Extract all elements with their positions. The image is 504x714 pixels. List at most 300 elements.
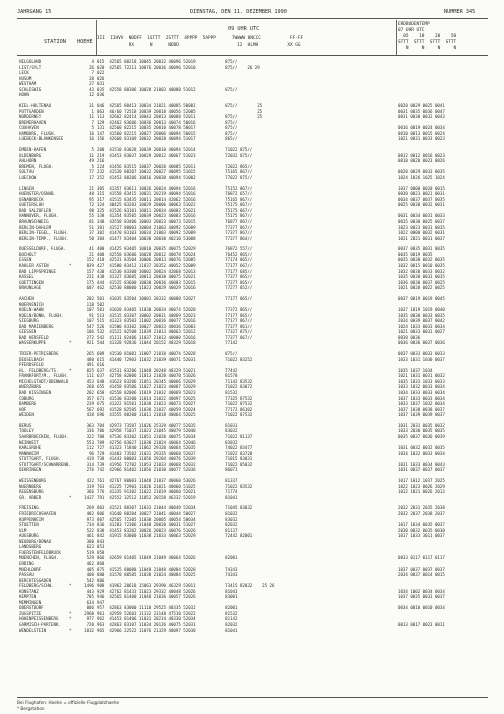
synop-codes: 727 41323 71840 11062 29320 40064 52035 74022 83477	[97, 445, 253, 451]
header-rule	[17, 55, 488, 56]
soil-temperatures: 0036 0036 0037 0036	[398, 340, 445, 346]
station-altitude: 734	[86, 522, 94, 528]
station-name: REGENSBURG	[19, 489, 44, 495]
station-name: BERLIN-DAHLEM	[19, 224, 52, 230]
station-name: SOLTAU	[19, 169, 34, 175]
station-name: HELGOLAND	[19, 59, 42, 64]
station-name: WESTHAM	[19, 81, 37, 87]
synop-codes: 615 41440 72903 11032 21039 40071 52031 71022 83252	[97, 356, 253, 362]
synop-codes: 957 42863 83000 11110 29525 48335 52032 82001	[97, 605, 238, 611]
soil-temperatures: 1023 0023 0031 0035	[398, 224, 445, 230]
altitude-heading: HOEHE	[77, 39, 93, 45]
station-name: BRAUNLAGE	[19, 285, 42, 291]
station-name: WASSERKUPPE	[19, 340, 47, 346]
synop-codes: 947	[97, 599, 105, 605]
station-name: MANNHEIM	[19, 450, 39, 456]
soil-temperatures: 1021 1031 0031 0032	[398, 373, 445, 379]
synop-codes: 843	[97, 538, 105, 544]
synop-codes: 381 41527 80003 10004 21003 40092 52009 77377 867//	[97, 224, 253, 230]
soil-temperatures: 1032 0030 0033 0032	[398, 268, 445, 274]
station-altitude: 319	[86, 483, 94, 489]
station-row	[0, 285, 504, 291]
synop-codes: 908 41962 20618 15063 29390 46329 53011 73415 82032 25 26	[97, 583, 275, 589]
station-name: MEMMINGEN	[19, 599, 42, 605]
station-altitude: 2960	[84, 610, 94, 616]
station-altitude: 12	[89, 92, 94, 98]
synop-codes: 880 41570 80505 11038 21024 40084 52025 74343	[97, 572, 238, 577]
synop-codes: 348 43558 83406 10003 20023 40073 52015 76877 867//	[97, 218, 253, 224]
station-name: FRANKFURT/M., FLUGH.	[19, 373, 69, 379]
station-name: ERDING	[19, 560, 34, 566]
station-name: MUENCHEN, FLUGH.	[19, 555, 59, 561]
station-altitude: 50	[89, 235, 94, 241]
station-row	[0, 412, 504, 418]
station-name: SCHLESWIG	[19, 86, 42, 92]
station-name: ESSEN	[19, 257, 32, 263]
station-name: LUEBECK-BLANKENSEE	[19, 136, 64, 142]
station-altitude: 623	[86, 544, 94, 550]
footer-note-airport: Bei Flughafen: Hoehe = offizielle Flugplatzhoehe	[17, 700, 120, 705]
station-altitude: 720	[86, 621, 94, 627]
report-date: DIENSTAG, DEN 11. DEZEMBER 1990	[190, 9, 287, 15]
soil-temp-heading-5: N N N N	[398, 46, 457, 51]
synop-codes: 963 42863 83107 11034 20126 40075 52031 82032	[97, 621, 238, 627]
station-altitude: 322	[86, 434, 94, 439]
footer-note-mountain: * Bergstation	[17, 706, 45, 711]
station-row	[0, 175, 504, 181]
soil-temperatures: 1022 1023 0026 2029	[398, 483, 445, 489]
station-name: SAARBRUECKEN, FLUGH.	[19, 434, 69, 439]
issue-number: NUMMER 345	[444, 9, 476, 15]
station-altitude: 825	[86, 367, 94, 373]
station-altitude: 202	[86, 295, 94, 301]
station-name: GOETTINGEN	[19, 279, 44, 285]
synop-codes: 738 41443 80003 11056 29204 40076 52039 71015 83031	[97, 456, 253, 462]
soil-temperatures: 1032 0015 0010 0035	[398, 263, 445, 268]
station-name: LIST/SYLT	[19, 64, 42, 70]
station-altitude: 26	[89, 64, 94, 70]
soil-temperatures: 1031 2021 0031 0037	[398, 235, 445, 241]
synop-codes: 671 41530 83200 11014 21022 40097 52025 77325 87532	[97, 395, 253, 401]
synop-codes: 838 41453 83202 10026 20023 40076 51026 81137	[97, 527, 238, 533]
station-row	[0, 236, 504, 242]
synop-codes: 232 41520 80207 10032 20027 40095 51015 75165 867//	[97, 169, 253, 175]
synop-codes: 739 41956 72702 11053 21033 40068 52032 71022 85032	[97, 461, 253, 467]
mountain-marker: *	[69, 616, 72, 622]
station-altitude: 363	[86, 422, 94, 428]
station-name: KONSTANZ	[19, 588, 39, 594]
station-name: BAD KISSINGEN	[19, 389, 52, 395]
synop-codes: 648 41623 83206 11051 20345 40066 52029 71142 83532	[97, 378, 253, 384]
soil-temperatures: 0010 0020 0023 0026	[398, 158, 445, 164]
station-altitude: 977	[86, 616, 94, 622]
station-name: MUEHLDORF	[19, 566, 42, 572]
station-altitude: 839	[86, 263, 94, 268]
soil-temperatures: 1037 0037 0037 0037	[398, 566, 445, 572]
synop-codes: 317 41515 83435 10011 20014 42062 52016 75165 867//	[97, 196, 253, 202]
station-altitude: 95	[89, 196, 94, 202]
synop-codes: 709 42756 83027 11038 21024 40064 52046 83032	[97, 439, 238, 445]
synop-codes: 842 41915 83000 11038 21033 40063 52029 72442 82001	[97, 533, 253, 539]
header-divider-right	[396, 20, 397, 55]
synop-codes: 035 42558 80306 10028 21003 40080 51012 875//	[97, 86, 238, 92]
synop-codes: 200 41510 83028 10039 20010 40094 52014 71022 875//	[97, 147, 253, 153]
synop-codes: 836 41203 72306 11040 20020 40031 51027 82032	[97, 522, 238, 528]
synop-codes: 655 41458 83506 11027 21023 40087 52029 71022 83072	[97, 384, 253, 390]
station-name: OLDENBURG	[19, 152, 42, 158]
synop-codes: 929 42762 81433 11023 29332 40048 52026 81043	[97, 588, 238, 594]
synop-codes: 886	[97, 577, 105, 583]
station-name: MICHELSTADT/ODENWALD	[19, 378, 69, 384]
station-name: FELDBERG/SCHW.	[19, 583, 54, 589]
station-name: STOETTEN	[19, 522, 39, 528]
synop-codes: 675 41322 81501 11038 21023 40073 52027 71022 87532	[97, 401, 253, 406]
soil-temperatures: 0031 0030 0032 0043	[398, 114, 445, 120]
station-name: BAD MARIENBERG	[19, 323, 54, 329]
station-name: TOOLEY	[19, 428, 34, 434]
station-name: BERUS	[19, 422, 32, 428]
soil-temp-heading-4: STTT STTT STTT STTT	[398, 40, 457, 45]
soil-temperatures: 1034 1033 0033 0034	[398, 389, 445, 395]
station-altitude: 231	[86, 274, 94, 280]
station-altitude: 422	[86, 478, 94, 483]
station-name: KOELN/BONN, FLUGH.	[19, 312, 64, 318]
station-altitude: 405	[86, 566, 94, 572]
soil-temperatures: 0012 0012 0016 0023	[398, 152, 445, 158]
synop-codes: 219 41453 83037 10029 20012 40067 51023 72032 875//	[97, 152, 253, 158]
station-altitude: 96	[89, 450, 94, 456]
synop-codes: 438 41327 83605 10013 20030 40075 52021 77377 865//	[97, 274, 253, 280]
station-altitude: 152	[86, 257, 94, 263]
synop-codes: 866 42659 81405 11049 21049 40064 52026 82001	[97, 555, 238, 561]
mountain-marker: *	[69, 340, 72, 346]
synop-codes: 776 41335 91302 11022 21019 40060 52021 71774	[97, 489, 238, 495]
synop-codes: 637 41531 83206 11048 20248 48329 51021 77442	[97, 367, 238, 373]
station-name: BAD SALZUFLEN	[19, 207, 52, 213]
synop-codes: 462 42530 80000 11023 20029 40029 52016 77277 852//	[97, 285, 253, 291]
station-altitude: 519	[86, 549, 94, 555]
station-row	[0, 92, 504, 98]
station-name: BERLIN-TEMP., FLUGH.	[19, 235, 69, 241]
station-altitude: 1496	[84, 583, 94, 589]
soil-temperatures: 1035 0030 0033 0035	[398, 274, 445, 280]
soil-temperatures: 0034 0010 0010 0034	[398, 605, 445, 611]
station-name: HOF	[19, 406, 27, 412]
station-altitude: 265	[86, 351, 94, 357]
soil-temperatures: 1033 1031 1030 0037	[398, 356, 445, 362]
station-altitude: 480	[86, 356, 94, 362]
station-name: HOHN	[19, 92, 29, 98]
soil-temperatures: 0034 0037 0037 0035	[398, 196, 445, 202]
station-altitude: 21	[89, 185, 94, 191]
station-altitude: 272	[86, 334, 94, 340]
station-row	[0, 467, 504, 473]
soil-temperatures: 0037 0019 0019 0045	[398, 295, 445, 301]
station-altitude: 1832	[84, 627, 94, 633]
station-altitude: 72	[89, 202, 94, 208]
synop-codes: 131 42560 82215 10035 20010 40078 50017 875//	[97, 125, 238, 131]
station-name: SIEGBURG	[19, 318, 39, 324]
station-name: WENDELSTEIN	[19, 627, 47, 633]
station-name: FUERSTENFELDBRUCK	[19, 549, 61, 555]
synop-codes: 616	[97, 362, 105, 368]
soil-temperatures: 1035 1037 1034	[398, 367, 433, 373]
station-row	[0, 628, 504, 634]
station-name: BOCHOLT	[19, 251, 37, 257]
synop-codes: 036	[97, 92, 105, 98]
station-altitude: 5	[91, 125, 94, 131]
station-altitude: 21	[89, 251, 94, 257]
synop-codes: 542 41111 82406 11037 21013 40000 52016 77377 867//	[97, 334, 253, 340]
soil-temperatures: 2034 0037 0014 0015	[398, 572, 445, 577]
synop-codes: 532 41522 82508 11039 21013 40063 52012 77327 875//	[97, 329, 253, 335]
soil-temperatures: 1033 1037 1032 0034	[398, 401, 445, 406]
station-altitude: 1	[91, 108, 94, 114]
soil-temperatures: 1037 1038 0038 0037	[398, 406, 445, 412]
soil-temperatures: 1017 1034 0035 0037	[398, 522, 445, 528]
station-altitude: 402	[86, 511, 94, 516]
station-name: WUERZBURG	[19, 384, 42, 390]
soil-temperatures: 1037 1019 1019 0040	[398, 307, 445, 312]
station-name: STUTTGART/SCHNARRENB.	[19, 461, 71, 467]
station-name: HUSUM	[19, 75, 32, 81]
mountain-marker: *	[69, 583, 72, 589]
synop-codes: 224 41456 83515 10037 20020 40085 52011 72022 865//	[97, 163, 253, 169]
station-altitude: 7	[91, 119, 94, 125]
station-altitude: 107	[86, 307, 94, 312]
station-name: WEISSENBURG	[19, 478, 47, 483]
synop-codes: 031	[97, 81, 105, 87]
synop-codes: 875 41525 80008 11048 21048 40084 52020 74343	[97, 566, 238, 572]
station-name: KAHLER ASTEN	[19, 263, 49, 268]
station-altitude: 522	[86, 527, 94, 533]
station-name: OSNABRUECK	[19, 196, 44, 202]
station-altitude: 157	[86, 268, 94, 274]
station-altitude: 107	[86, 318, 94, 324]
synop-codes: 400 41425 83405 10010 20035 40075 52029 76872 557//	[97, 246, 253, 252]
synop-codes: 022	[97, 70, 105, 76]
soil-temperatures: 1037 0035 0033 0037	[398, 594, 445, 600]
synop-codes: 609 41530 81001 11007 21018 40074 52028 875//	[97, 351, 238, 357]
station-name: CUXHAVEN	[19, 125, 39, 131]
synop-codes: 965 42966 22522 11076 21329 48097 52030 81041	[97, 627, 238, 633]
synop-codes: 708 47536 83302 11051 21020 40075 52034 71022 81137	[97, 434, 253, 439]
soil-temperatures: 0035 0030 0032 0035	[398, 257, 445, 263]
station-name: LUECHOW	[19, 174, 37, 180]
mountain-marker: *	[69, 610, 72, 616]
synop-codes: 020 42565 72211 10076 20036 40096 52010 875// 26 29	[97, 64, 260, 70]
station-altitude: 31	[89, 103, 94, 108]
synop-codes: 853	[97, 544, 105, 550]
station-name: BERLIN-TEGEL, FLUGH.	[19, 230, 69, 235]
station-altitude: 542	[86, 577, 94, 583]
synop-codes: 803 41521 80307 11033 21044 40049 52034 71045 83032	[97, 505, 253, 511]
synop-codes: 704 42973 73507 11026 25329 40077 52035 81031	[97, 422, 238, 428]
station-altitude: 973	[86, 516, 94, 522]
synop-codes: 026	[97, 75, 105, 81]
soil-temperatures: 2030 0032 0035 0030	[398, 527, 445, 533]
synop-codes: 427 41500 83412 11037 20352 40052 52009 77177 667//	[97, 263, 253, 268]
station-altitude: 239	[86, 401, 94, 406]
soil-temperatures: 1031 0037 0037 0037	[398, 467, 445, 473]
synop-codes: 444 41525 83600 10030 20036 40083 52015 77277 865//	[97, 279, 253, 285]
station-altitude: 462	[86, 560, 94, 566]
station-altitude: 175	[86, 279, 94, 285]
station-name: PFERDSFELD	[19, 362, 44, 368]
station-name: AHLHORN	[19, 158, 37, 164]
station-name: AACHEN	[19, 295, 34, 301]
station-name: GIESSEN	[19, 329, 37, 335]
synop-codes: 129 42462 83606 10036 20013 40074 50016 875//	[97, 119, 238, 125]
station-altitude: 529	[86, 555, 94, 561]
mountain-marker: *	[69, 494, 72, 500]
station-altitude: 17	[89, 174, 94, 180]
soil-temperatures: 0030 0023 0021 0031	[398, 191, 445, 197]
station-altitude: 607	[86, 285, 94, 291]
top-rule	[17, 18, 488, 19]
station-row	[0, 495, 504, 501]
station-name: BERCHTESGADEN	[19, 577, 52, 583]
synop-codes: 806 41640 80204 10027 21041 40044 50027 81032	[97, 511, 238, 516]
station-altitude: 461	[86, 533, 94, 539]
station-name: GUETERSLOH	[19, 202, 44, 208]
station-altitude: 314	[86, 461, 94, 467]
soil-temperatures: 1037 0000 0020 0015	[398, 185, 445, 191]
soil-temperatures: 0033 0117 0117 0117	[398, 555, 445, 561]
station-altitude: 111	[86, 373, 94, 379]
station-altitude: 43	[89, 86, 94, 92]
station-altitude: 51	[89, 224, 94, 230]
station-altitude: 16	[89, 136, 94, 142]
station-name: NEINHEIT	[19, 439, 39, 445]
mountain-marker: *	[69, 367, 72, 373]
station-altitude: 268	[86, 384, 94, 390]
soil-temperatures: 1022 0000 0032 0031	[398, 230, 445, 235]
station-altitude: 55	[89, 213, 94, 219]
soil-temperatures: 1031 2031 0035 0032	[398, 422, 445, 428]
station-name: DEUSELBACH	[19, 356, 44, 362]
soil-temperatures: 1036 0030 0037 0025	[398, 279, 445, 285]
synop-codes: 408 42558 83606 10028 20012 40078 52024 76452 865//	[97, 251, 253, 257]
station-altitude: 380	[86, 538, 94, 544]
synop-codes: 384 41477 83404 10030 20030 40210 53008 77377 864//	[97, 235, 253, 241]
station-heading: STATION	[44, 39, 66, 45]
station-name: AUGSBURG	[19, 533, 39, 539]
station-altitude: 366	[86, 489, 94, 495]
synop-codes: 015 42565 80218 10045 20032 40096 52019 875//	[97, 59, 238, 64]
station-altitude: 921	[86, 340, 94, 346]
synop-codes: 338 41354 83505 10039 20023 40083 52016 75175 867//	[97, 213, 253, 219]
station-name: KASSEL	[19, 274, 34, 280]
station-altitude: 28	[89, 75, 94, 81]
synop-codes: 147 41560 82215 10027 20006 40094 50015 875//	[97, 130, 238, 136]
station-name: LINGEN	[19, 185, 34, 191]
station-altitude: 1437	[84, 494, 94, 500]
station-altitude: 41	[89, 246, 94, 252]
station-name: BAD LIPPSPRINGE	[19, 268, 56, 274]
station-name: GR. ARBER	[19, 494, 42, 500]
soil-temperatures: 2032 2037 2038 2037	[398, 511, 445, 516]
station-altitude: 567	[86, 406, 94, 412]
station-altitude: 336	[86, 428, 94, 434]
station-name: BAMBERG	[19, 401, 37, 406]
soil-temperatures: 1037 1039 0039 0037	[398, 412, 445, 418]
station-name: HUENSTER/OSNAB.	[19, 191, 56, 197]
synop-codes: 706 42958 71037 11023 21045 40079 52040 83032	[97, 428, 238, 434]
station-name: BREMERHAVEN	[19, 119, 47, 125]
soil-temperatures: 1021 0020 0022 0025	[398, 285, 445, 291]
synop-codes: 113 42662 82414 10043 20013 40088 52011 875// 25	[97, 114, 263, 120]
observation-time: 09 UHR UTC	[228, 26, 260, 32]
station-altitude: 5	[91, 163, 94, 169]
station-altitude: 7	[91, 70, 94, 76]
soil-temperatures: 0035 0037 0036 0039	[398, 434, 445, 439]
station-altitude: 806	[86, 605, 94, 611]
soil-temperatures: 1031 0032 0032 0035	[398, 445, 445, 451]
synop-codes: 502	[97, 301, 105, 307]
synop-codes: 961 42959 52603 11332 23148 47510 52022 81532	[97, 610, 238, 616]
station-altitude: 49	[89, 158, 94, 164]
station-name: ULM	[19, 527, 27, 533]
synop-codes: 637 42758 82006 11013 21020 40070 51026 81578	[97, 373, 238, 379]
synop-codes: 742 42966 81402 11056 21030 40077 52036 86071	[97, 467, 238, 473]
station-name: BRAUNSCHWEIG	[19, 218, 49, 224]
volume-label: JAHRGANG 15	[17, 9, 52, 15]
synop-codes: 544 41328 92836 11044 20152 48329 52018 77142	[97, 340, 238, 346]
station-name: BAD HERSFELD	[19, 334, 49, 340]
station-name: HL. FELDBERG/TS.	[19, 367, 59, 373]
soil-temperatures: 1021 0031 0033 0023	[398, 136, 445, 142]
synop-codes: 946 42565 81400 11048 21036 40057 52026 83001	[97, 594, 238, 600]
station-altitude: 91	[89, 312, 94, 318]
soil-temp-heading-1: ERDBODENTEMP	[398, 22, 430, 27]
station-name: FRIEDRICHSHAFEN	[19, 511, 56, 516]
synop-codes: 763 41225 72903 11026 21021 40060 51025 71022 83532	[97, 483, 253, 489]
station-altitude: 408	[86, 572, 94, 577]
soil-temperatures: 1017 1033 3011 0037	[398, 533, 445, 539]
soil-temperatures: 1034 1032 0033 0034	[398, 450, 445, 456]
soil-temperatures: 2032 2031 2035 2038	[398, 505, 445, 511]
station-name: GARMISCH-PARTENK.	[19, 621, 61, 627]
soil-temperatures: 0025 0030 0032 0031	[398, 202, 445, 208]
mountain-marker: *	[69, 627, 72, 633]
station-altitude: 81	[89, 218, 94, 224]
synop-codes: 252 41453 80206 10016 20030 40094 51002 77022 875//	[97, 174, 253, 180]
bottom-rule	[17, 697, 488, 698]
soil-temperatures: 0031 0035 0036 0047	[398, 108, 445, 114]
station-name: NEUBURG/DONAU	[19, 538, 52, 544]
station-altitude: 553	[86, 439, 94, 445]
station-name: HOHENPEISSENBERG	[19, 616, 59, 622]
soil-temp-heading-2: 07 UHR UTC	[398, 28, 425, 33]
synop-codes: 807 42565 72305 11030 20005 40054 50034 83032	[97, 516, 238, 522]
station-altitude: 276	[86, 467, 94, 473]
station-altitude: 118	[86, 301, 94, 307]
station-altitude: 5	[91, 147, 94, 153]
synop-codes: 430 41530 83300 10002 20024 42068 52013 77177 685//	[97, 268, 253, 274]
synop-codes: 324 40425 83203 10029 20006 40063 51022 75175 867//	[97, 202, 253, 208]
synop-codes: 526 41500 83302 10027 20033 40036 52003 77377 861//	[97, 323, 253, 329]
station-altitude: 186	[86, 329, 94, 335]
station-altitude: 453	[86, 378, 94, 384]
soil-temperatures: 0020 0029 0033 0035	[398, 169, 445, 175]
station-name: DUESSELDORF, FLUGH.	[19, 246, 66, 252]
synop-codes: 868	[97, 560, 105, 566]
soil-temperatures: 0030 0036	[398, 334, 421, 340]
station-name: STUTTGART, FLUGH.	[19, 456, 61, 462]
code-heading-2: RX N NDDD 12 HLMH XX GG	[97, 43, 301, 48]
station-name: COBURG	[19, 395, 34, 401]
